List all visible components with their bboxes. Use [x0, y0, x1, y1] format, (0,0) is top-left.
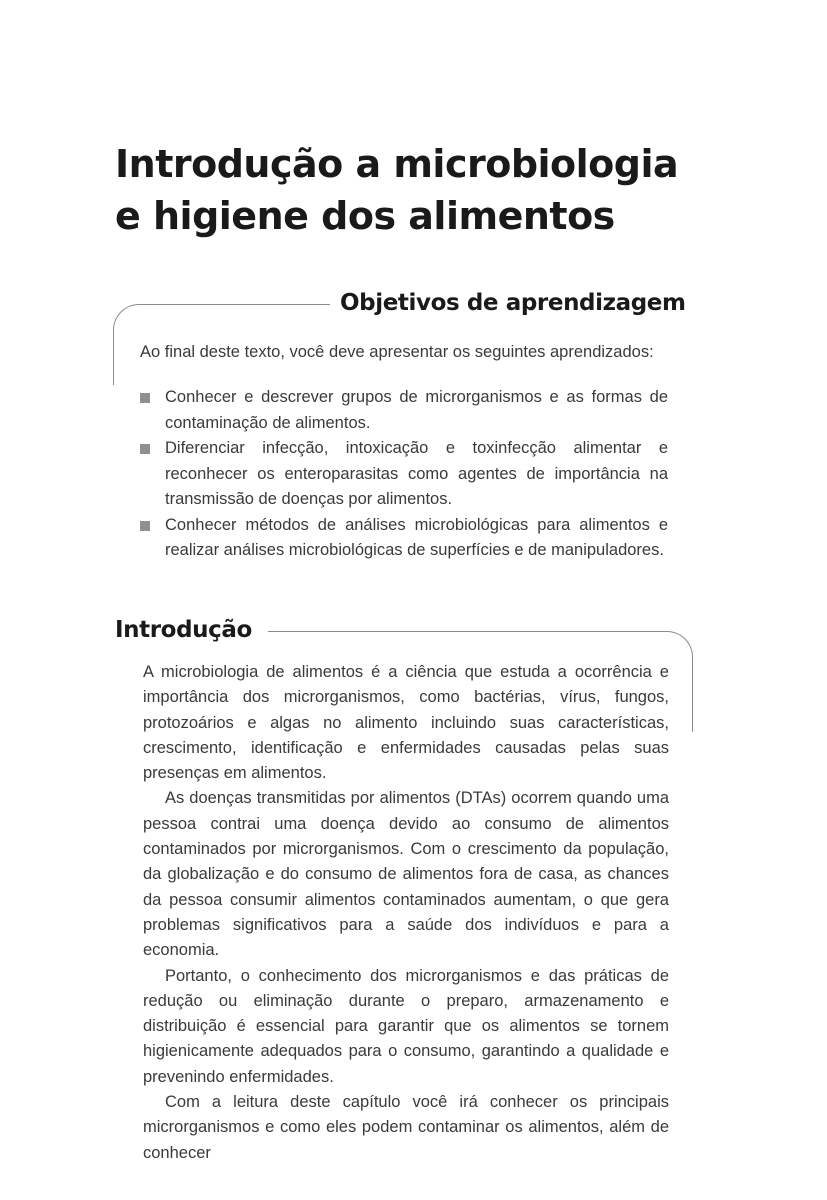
objective-item — [140, 385, 668, 436]
body-paragraph: As doenças transmitidas por alimentos (DTAs) ocorrem quando uma pessoa contrai uma doença devido ao consumo de alimentos contaminados por microrganismos. Com o crescimento da população, da globalização e do consumo de alimentos fora de casa, as chances da pessoa consumir alimentos contaminados aumentam, o que gera problemas significativos para a saúde dos indivíduos e para a economia. — [143, 789, 669, 960]
introduction-rule — [268, 631, 668, 632]
square-bullet-icon — [140, 444, 150, 454]
objective-text: Diferenciar infecção, intoxicação e toxinfecção alimentar e reconhecer os enteroparasitas como agentes de importância na transmissão de doenças por alimentos. — [165, 439, 668, 508]
objectives-list — [140, 385, 668, 564]
objective-item — [140, 513, 668, 564]
square-bullet-icon — [140, 521, 150, 531]
objective-item — [140, 436, 668, 513]
chapter-title — [115, 138, 715, 242]
objectives-rule — [140, 304, 330, 305]
body-paragraph: A microbiologia de alimentos é a ciência que estuda a ocorrência e importância dos microrganismos, como bactérias, vírus, fungos, protozoários e algas no alimento incluindo suas características, crescimento, identificação e enfermidades causadas pelas suas presenças em alimentos. — [143, 663, 669, 783]
square-bullet-icon — [140, 393, 150, 403]
objectives-heading: Objetivos de aprendizagem — [340, 290, 686, 316]
chapter-title-line-2: e higiene dos alimentos — [115, 194, 615, 238]
objective-text: Conhecer e descrever grupos de microrganismos e as formas de contaminação de alimentos. — [165, 388, 668, 432]
body-paragraph: Portanto, o conhecimento dos microrganismos e das práticas de redução ou eliminação durante o preparo, armazenamento e distribuição é essencial para garantir que os alimentos se tornem higienicamente adequados para o consumo, garantindo a qualidade e prevenindo enfermidades. — [143, 966, 669, 1086]
chapter-title-line-1: Introdução a microbiologia — [115, 142, 679, 186]
introduction-heading: Introdução — [115, 617, 252, 643]
body-paragraph: Com a leitura deste capítulo você irá conhecer os principais microrganismos e como eles podem contaminar os alimentos, além de conhecer — [143, 1093, 669, 1162]
introduction-body — [143, 660, 669, 1166]
objective-text: Conhecer métodos de análises microbiológicas para alimentos e realizar análises microbiológicas de superfícies e de manipuladores. — [165, 515, 668, 559]
objectives-intro: Ao final deste texto, você deve apresentar os seguintes aprendizados: — [140, 343, 654, 361]
